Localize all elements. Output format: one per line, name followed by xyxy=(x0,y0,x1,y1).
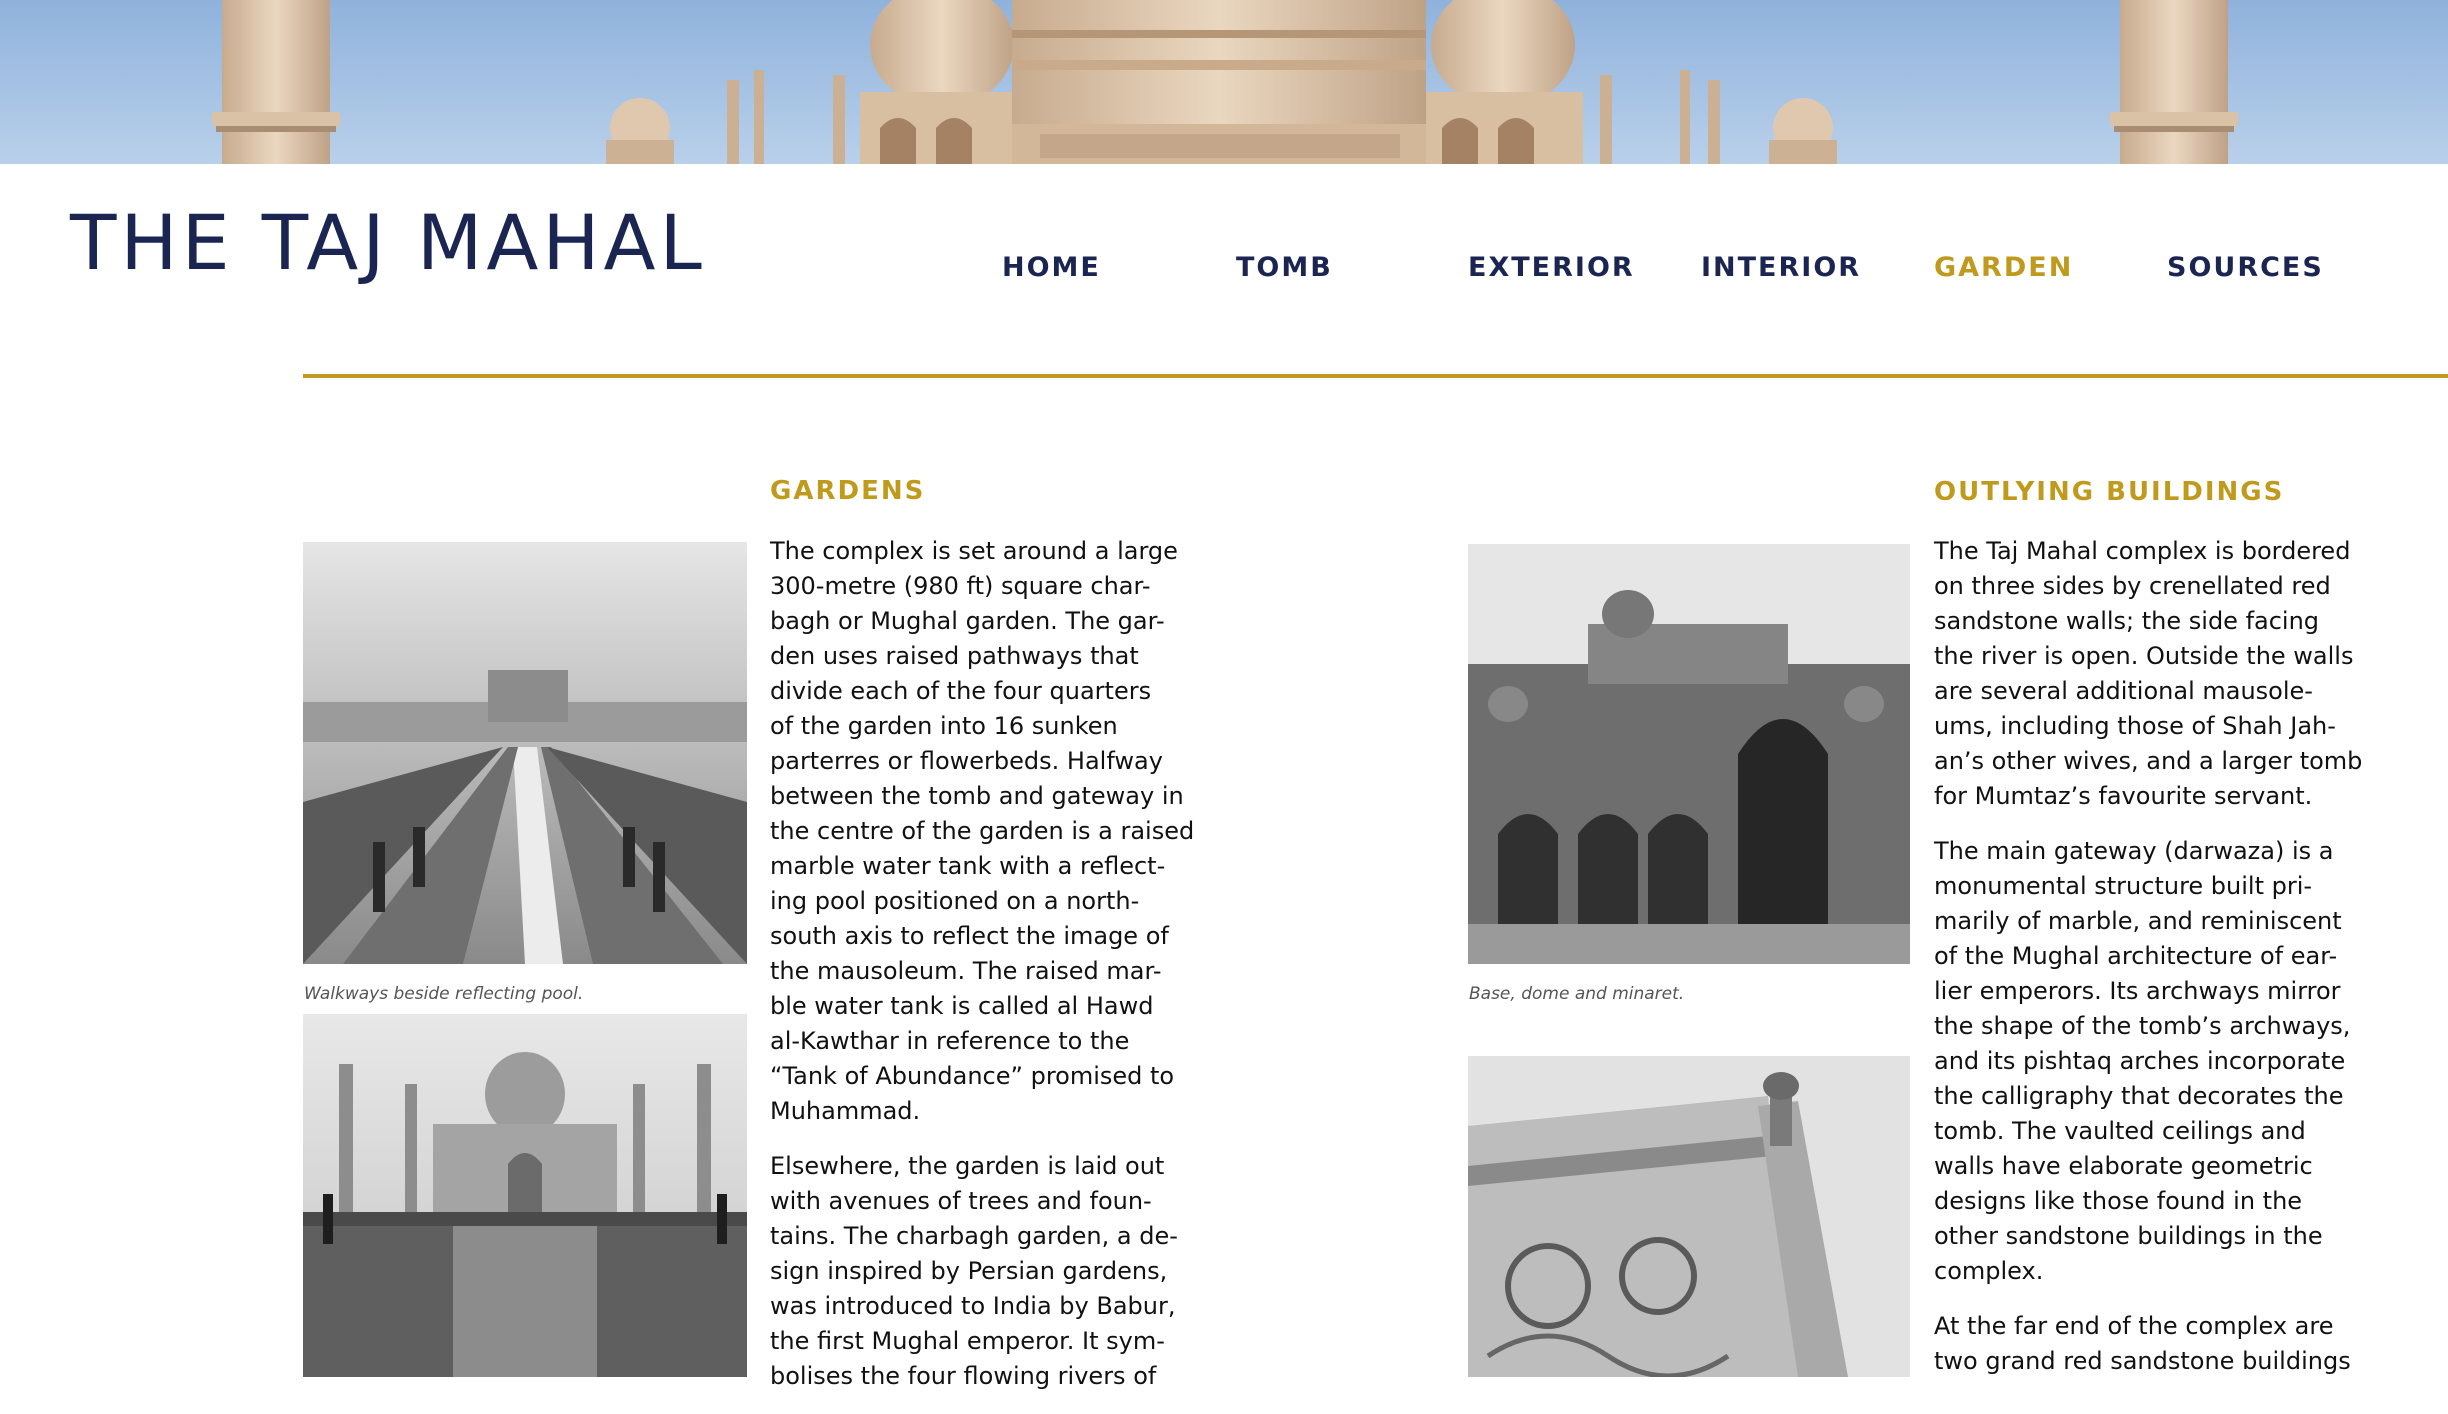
text-line: ble water tank is called al Hawd xyxy=(770,992,1154,1020)
text-line: of the garden into 16 sunken xyxy=(770,712,1118,740)
text-line: tomb. The vaulted ceilings and xyxy=(1934,1117,2306,1145)
text-line: monumental structure built pri- xyxy=(1934,872,2313,900)
photo-minaret-detail xyxy=(1468,1056,1910,1377)
gardens-paragraph-2 xyxy=(770,1149,1178,1394)
site-title[interactable]: THE TAJ MAHAL xyxy=(70,198,706,287)
nav-tomb[interactable]: TOMB xyxy=(1236,252,1333,283)
text-line: Elsewhere, the garden is laid out xyxy=(770,1152,1165,1180)
text-line: lier emperors. Its archways mirror xyxy=(1934,977,2341,1005)
gardens-text xyxy=(770,534,1195,1414)
text-line: divide each of the four quarters xyxy=(770,677,1152,705)
text-line: with avenues of trees and foun- xyxy=(770,1187,1152,1215)
header-divider xyxy=(303,374,2448,378)
text-line: 300-metre (980 ft) square char- xyxy=(770,572,1151,600)
gardens-paragraph-1 xyxy=(770,534,1195,1129)
text-line: was introduced to India by Babur, xyxy=(770,1292,1176,1320)
text-line: sandstone walls; the side facing xyxy=(1934,607,2320,635)
text-line: designs like those found in the xyxy=(1934,1187,2303,1215)
text-line: the first Mughal emperor. It sym- xyxy=(770,1327,1165,1355)
text-line: the centre of the garden is a raised xyxy=(770,817,1195,845)
text-line: are several additional mausole- xyxy=(1934,677,2313,705)
text-line: walls have elaborate geometric xyxy=(1934,1152,2313,1180)
text-line: the mausoleum. The raised mar- xyxy=(770,957,1162,985)
text-line: bolises the four flowing rivers of xyxy=(770,1362,1157,1390)
gardens-heading: GARDENS xyxy=(770,476,926,506)
text-line: other sandstone buildings in the xyxy=(1934,1222,2323,1250)
text-line: tains. The charbagh garden, a de- xyxy=(770,1222,1178,1250)
text-line: parterres or flowerbeds. Halfway xyxy=(770,747,1163,775)
text-line: The main gateway (darwaza) is a xyxy=(1934,837,2334,865)
text-line: on three sides by crenellated red xyxy=(1934,572,2331,600)
nav-sources[interactable]: SOURCES xyxy=(2167,252,2324,283)
text-line: between the tomb and gateway in xyxy=(770,782,1184,810)
outlying-paragraph-2 xyxy=(1934,834,2351,1289)
text-line: south axis to reflect the image of xyxy=(770,922,1169,950)
text-line: two grand red sandstone buildings xyxy=(1934,1347,2351,1375)
photo-taj-reflection xyxy=(303,1014,747,1377)
text-line: an’s other wives, and a larger tomb xyxy=(1934,747,2363,775)
photo-walkways xyxy=(303,542,747,964)
text-line: den uses raised pathways that xyxy=(770,642,1139,670)
caption-gateway: Base, dome and minaret. xyxy=(1469,984,1685,1004)
text-line: for Mumtaz’s favourite servant. xyxy=(1934,782,2313,810)
text-line: “Tank of Abundance” promised to xyxy=(770,1062,1175,1090)
text-line: ing pool positioned on a north- xyxy=(770,887,1140,915)
text-line: of the Mughal architecture of ear- xyxy=(1934,942,2338,970)
text-line: bagh or Mughal garden. The gar- xyxy=(770,607,1165,635)
text-line: ums, including those of Shah Jah- xyxy=(1934,712,2336,740)
text-line: The complex is set around a large xyxy=(770,537,1178,565)
text-line: At the far end of the complex are xyxy=(1934,1312,2334,1340)
nav-exterior[interactable]: EXTERIOR xyxy=(1468,252,1635,283)
text-line: the shape of the tomb’s archways, xyxy=(1934,1012,2351,1040)
text-line: marble water tank with a reflect- xyxy=(770,852,1166,880)
nav-home[interactable]: HOME xyxy=(1002,252,1101,283)
outlying-text xyxy=(1934,534,2363,1399)
text-line: sign inspired by Persian gardens, xyxy=(770,1257,1168,1285)
text-line: complex. xyxy=(1934,1257,2044,1285)
nav-interior[interactable]: INTERIOR xyxy=(1701,252,1862,283)
outlying-heading: OUTLYING BUILDINGS xyxy=(1934,477,2285,507)
outlying-paragraph-1 xyxy=(1934,534,2363,814)
text-line: and its pishtaq arches incorporate xyxy=(1934,1047,2346,1075)
text-line: The Taj Mahal complex is bordered xyxy=(1934,537,2351,565)
text-line: the river is open. Outside the walls xyxy=(1934,642,2354,670)
text-line: al-Kawthar in reference to the xyxy=(770,1027,1130,1055)
hero-banner-image xyxy=(0,0,2448,164)
text-line: the calligraphy that decorates the xyxy=(1934,1082,2344,1110)
photo-gateway xyxy=(1468,544,1910,964)
outlying-paragraph-3 xyxy=(1934,1309,2351,1379)
text-line: marily of marble, and reminiscent xyxy=(1934,907,2342,935)
nav-garden[interactable]: GARDEN xyxy=(1934,252,2074,283)
caption-walkways: Walkways beside reflecting pool. xyxy=(304,984,584,1004)
text-line: Muhammad. xyxy=(770,1097,921,1125)
